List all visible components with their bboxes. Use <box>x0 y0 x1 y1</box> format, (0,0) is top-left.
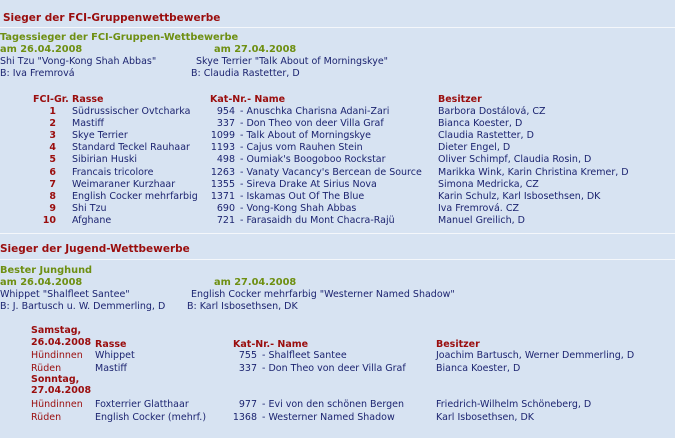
fci-row-group-number: 2 <box>49 118 56 130</box>
youth-row-owner: Friedrich-Wilhelm Schöneberg, D <box>436 399 592 410</box>
fci-row-catno: 690 <box>216 202 235 214</box>
youth-day1-label: Samstag, <box>31 325 82 336</box>
fci-row-dog-name: - Don Theo von deer Villa Graf <box>240 118 384 130</box>
fci-row-breed: Afghane <box>72 214 112 226</box>
fci-row-dog-name: - Vanaty Vacancy's Bercean de Source <box>240 166 422 178</box>
youth-day2-date: 27.04.2008 <box>31 385 92 396</box>
fci-header-breed: Rasse <box>72 94 104 105</box>
fci-winner-1: Shi Tzu "Vong-Kong Shah Abbas" <box>0 56 157 67</box>
fci-row-owner: Simona Medricka, CZ <box>438 178 539 190</box>
youth-row-sex-label: Hündinnen <box>31 350 83 361</box>
youth-row-owner: Karl Isbosethsen, DK <box>436 411 534 423</box>
fci-row-catno: 1355 <box>210 178 235 190</box>
youth-row-breed: Foxterrier Glatthaar <box>95 399 189 410</box>
divider <box>0 259 675 260</box>
fci-row-dog-name: - Iskamas Out Of The Blue <box>240 190 365 202</box>
fci-row-breed: Skye Terrier <box>72 130 128 142</box>
youth-row-dog-name: - Don Theo von deer Villa Graf <box>262 362 406 374</box>
fci-row-owner: Dieter Engel, D <box>438 142 511 154</box>
fci-judge-1: B: Iva Fremrová <box>0 68 75 79</box>
youth-row-dog-name: - Shalfleet Santee <box>262 350 347 361</box>
youth-row-breed: Whippet <box>95 350 135 361</box>
fci-date-1: am 26.04.2008 <box>0 44 83 55</box>
youth-header-breed: Rasse <box>95 339 127 350</box>
youth-row-dog-name: - Westerner Named Shadow <box>262 411 395 423</box>
fci-row-owner: Karin Schulz, Karl Isbosethsen, DK <box>438 190 601 202</box>
divider <box>0 233 675 234</box>
fci-row-group-number: 4 <box>49 142 56 154</box>
youth-row-catno: 755 <box>238 350 257 361</box>
youth-row-owner: Joachim Bartusch, Werner Demmerling, D <box>436 350 635 361</box>
youth-subtitle: Bester Junghund <box>0 265 93 276</box>
fci-winner-2: Skye Terrier "Talk About of Morningskye" <box>196 56 389 67</box>
fci-row-breed: Mastiff <box>72 118 104 130</box>
youth-judge-1: B: J. Bartusch u. W. Demmerling, D <box>0 301 166 312</box>
fci-row-dog-name: - Vong-Kong Shah Abbas <box>240 202 357 214</box>
fci-row-dog-name: - Oumiak's Boogoboo Rockstar <box>240 154 386 166</box>
fci-row-group-number: 7 <box>49 178 56 190</box>
fci-row-catno: 1099 <box>210 130 235 142</box>
fci-header-group: FCI-Gr. <box>33 94 69 105</box>
youth-judge-2: B: Karl Isbosethsen, DK <box>187 301 298 312</box>
fci-row-catno: 1371 <box>210 190 235 202</box>
youth-day1-date: 26.04.2008 <box>31 337 92 348</box>
youth-section-title: Sieger der Jugend-Wettbewerbe <box>0 243 190 255</box>
fci-subtitle: Tagessieger der FCI-Gruppen-Wettbewerbe <box>0 32 239 43</box>
fci-row-group-number: 6 <box>49 166 56 178</box>
youth-row-dog-name: - Evi von den schönen Bergen <box>262 399 405 410</box>
fci-row-owner: Bianca Koester, D <box>438 118 523 130</box>
fci-row-breed: Südrussischer Ovtcharka <box>72 106 191 117</box>
youth-row-catno: 337 <box>238 362 257 374</box>
youth-winner-2: English Cocker mehrfarbig "Westerner Named Shadow" <box>191 289 455 300</box>
youth-header-owner: Besitzer <box>436 339 480 350</box>
fci-row-breed: English Cocker mehrfarbig <box>72 190 198 202</box>
fci-row-group-number: 3 <box>49 130 56 142</box>
fci-row-group-number: 1 <box>49 106 56 117</box>
fci-date-2: am 27.04.2008 <box>214 44 297 55</box>
fci-row-breed: Weimaraner Kurzhaar <box>72 178 176 190</box>
fci-row-owner: Barbora Dostálová, CZ <box>438 106 546 117</box>
fci-row-dog-name: - Anuschka Charisna Adani-Zari <box>240 106 390 117</box>
youth-date-2: am 27.04.2008 <box>214 277 297 288</box>
fci-row-owner: Iva Fremrová. CZ <box>438 202 519 214</box>
fci-row-breed: Standard Teckel Rauhaar <box>72 142 190 154</box>
divider <box>0 27 675 28</box>
youth-row-breed: Mastiff <box>95 362 127 374</box>
fci-row-catno: 337 <box>216 118 235 130</box>
fci-row-group-number: 5 <box>49 154 56 166</box>
fci-row-group-number: 9 <box>49 202 56 214</box>
fci-row-dog-name: - Talk About of Morningskye <box>240 130 371 142</box>
youth-day2-label: Sonntag, <box>31 374 80 385</box>
fci-header-catno: Kat-Nr.- Name <box>210 94 286 105</box>
fci-row-group-number: 8 <box>49 190 56 202</box>
youth-row-sex-label: Rüden <box>31 411 62 423</box>
fci-row-dog-name: - Farasaidh du Mont Chacra-Rajü <box>240 214 395 226</box>
fci-section-title: Sieger der FCI-Gruppenwettbewerbe <box>3 12 221 24</box>
youth-row-sex-label: Rüden <box>31 362 62 374</box>
fci-row-catno: 1193 <box>210 142 235 154</box>
youth-date-1: am 26.04.2008 <box>0 277 83 288</box>
fci-row-catno: 954 <box>216 106 235 117</box>
youth-header-catno: Kat-Nr.- Name <box>233 339 309 350</box>
fci-row-dog-name: - Sireva Drake At Sirius Nova <box>240 178 377 190</box>
fci-row-catno: 1263 <box>210 166 235 178</box>
fci-row-group-number: 10 <box>42 214 56 226</box>
youth-row-catno: 977 <box>238 399 257 410</box>
youth-winner-1: Whippet "Shalfleet Santee" <box>0 289 130 300</box>
youth-row-catno: 1368 <box>232 411 257 423</box>
fci-row-catno: 498 <box>216 154 235 166</box>
youth-row-sex-label: Hündinnen <box>31 399 83 410</box>
fci-row-owner: Manuel Greilich, D <box>438 214 525 226</box>
youth-row-owner: Bianca Koester, D <box>436 362 521 374</box>
youth-row-breed: English Cocker (mehrf.) <box>95 411 207 423</box>
fci-row-catno: 721 <box>216 214 235 226</box>
fci-row-breed: Francais tricolore <box>72 166 154 178</box>
fci-judge-2: B: Claudia Rastetter, D <box>191 68 300 79</box>
fci-row-owner: Oliver Schimpf, Claudia Rosin, D <box>438 154 592 166</box>
fci-row-owner: Marikka Wink, Karin Christina Kremer, D <box>438 166 629 178</box>
fci-row-breed: Sibirian Huski <box>72 154 138 166</box>
fci-header-owner: Besitzer <box>438 94 482 105</box>
fci-row-dog-name: - Cajus vom Rauhen Stein <box>240 142 363 154</box>
fci-row-owner: Claudia Rastetter, D <box>438 130 534 142</box>
fci-row-breed: Shi Tzu <box>72 202 107 214</box>
